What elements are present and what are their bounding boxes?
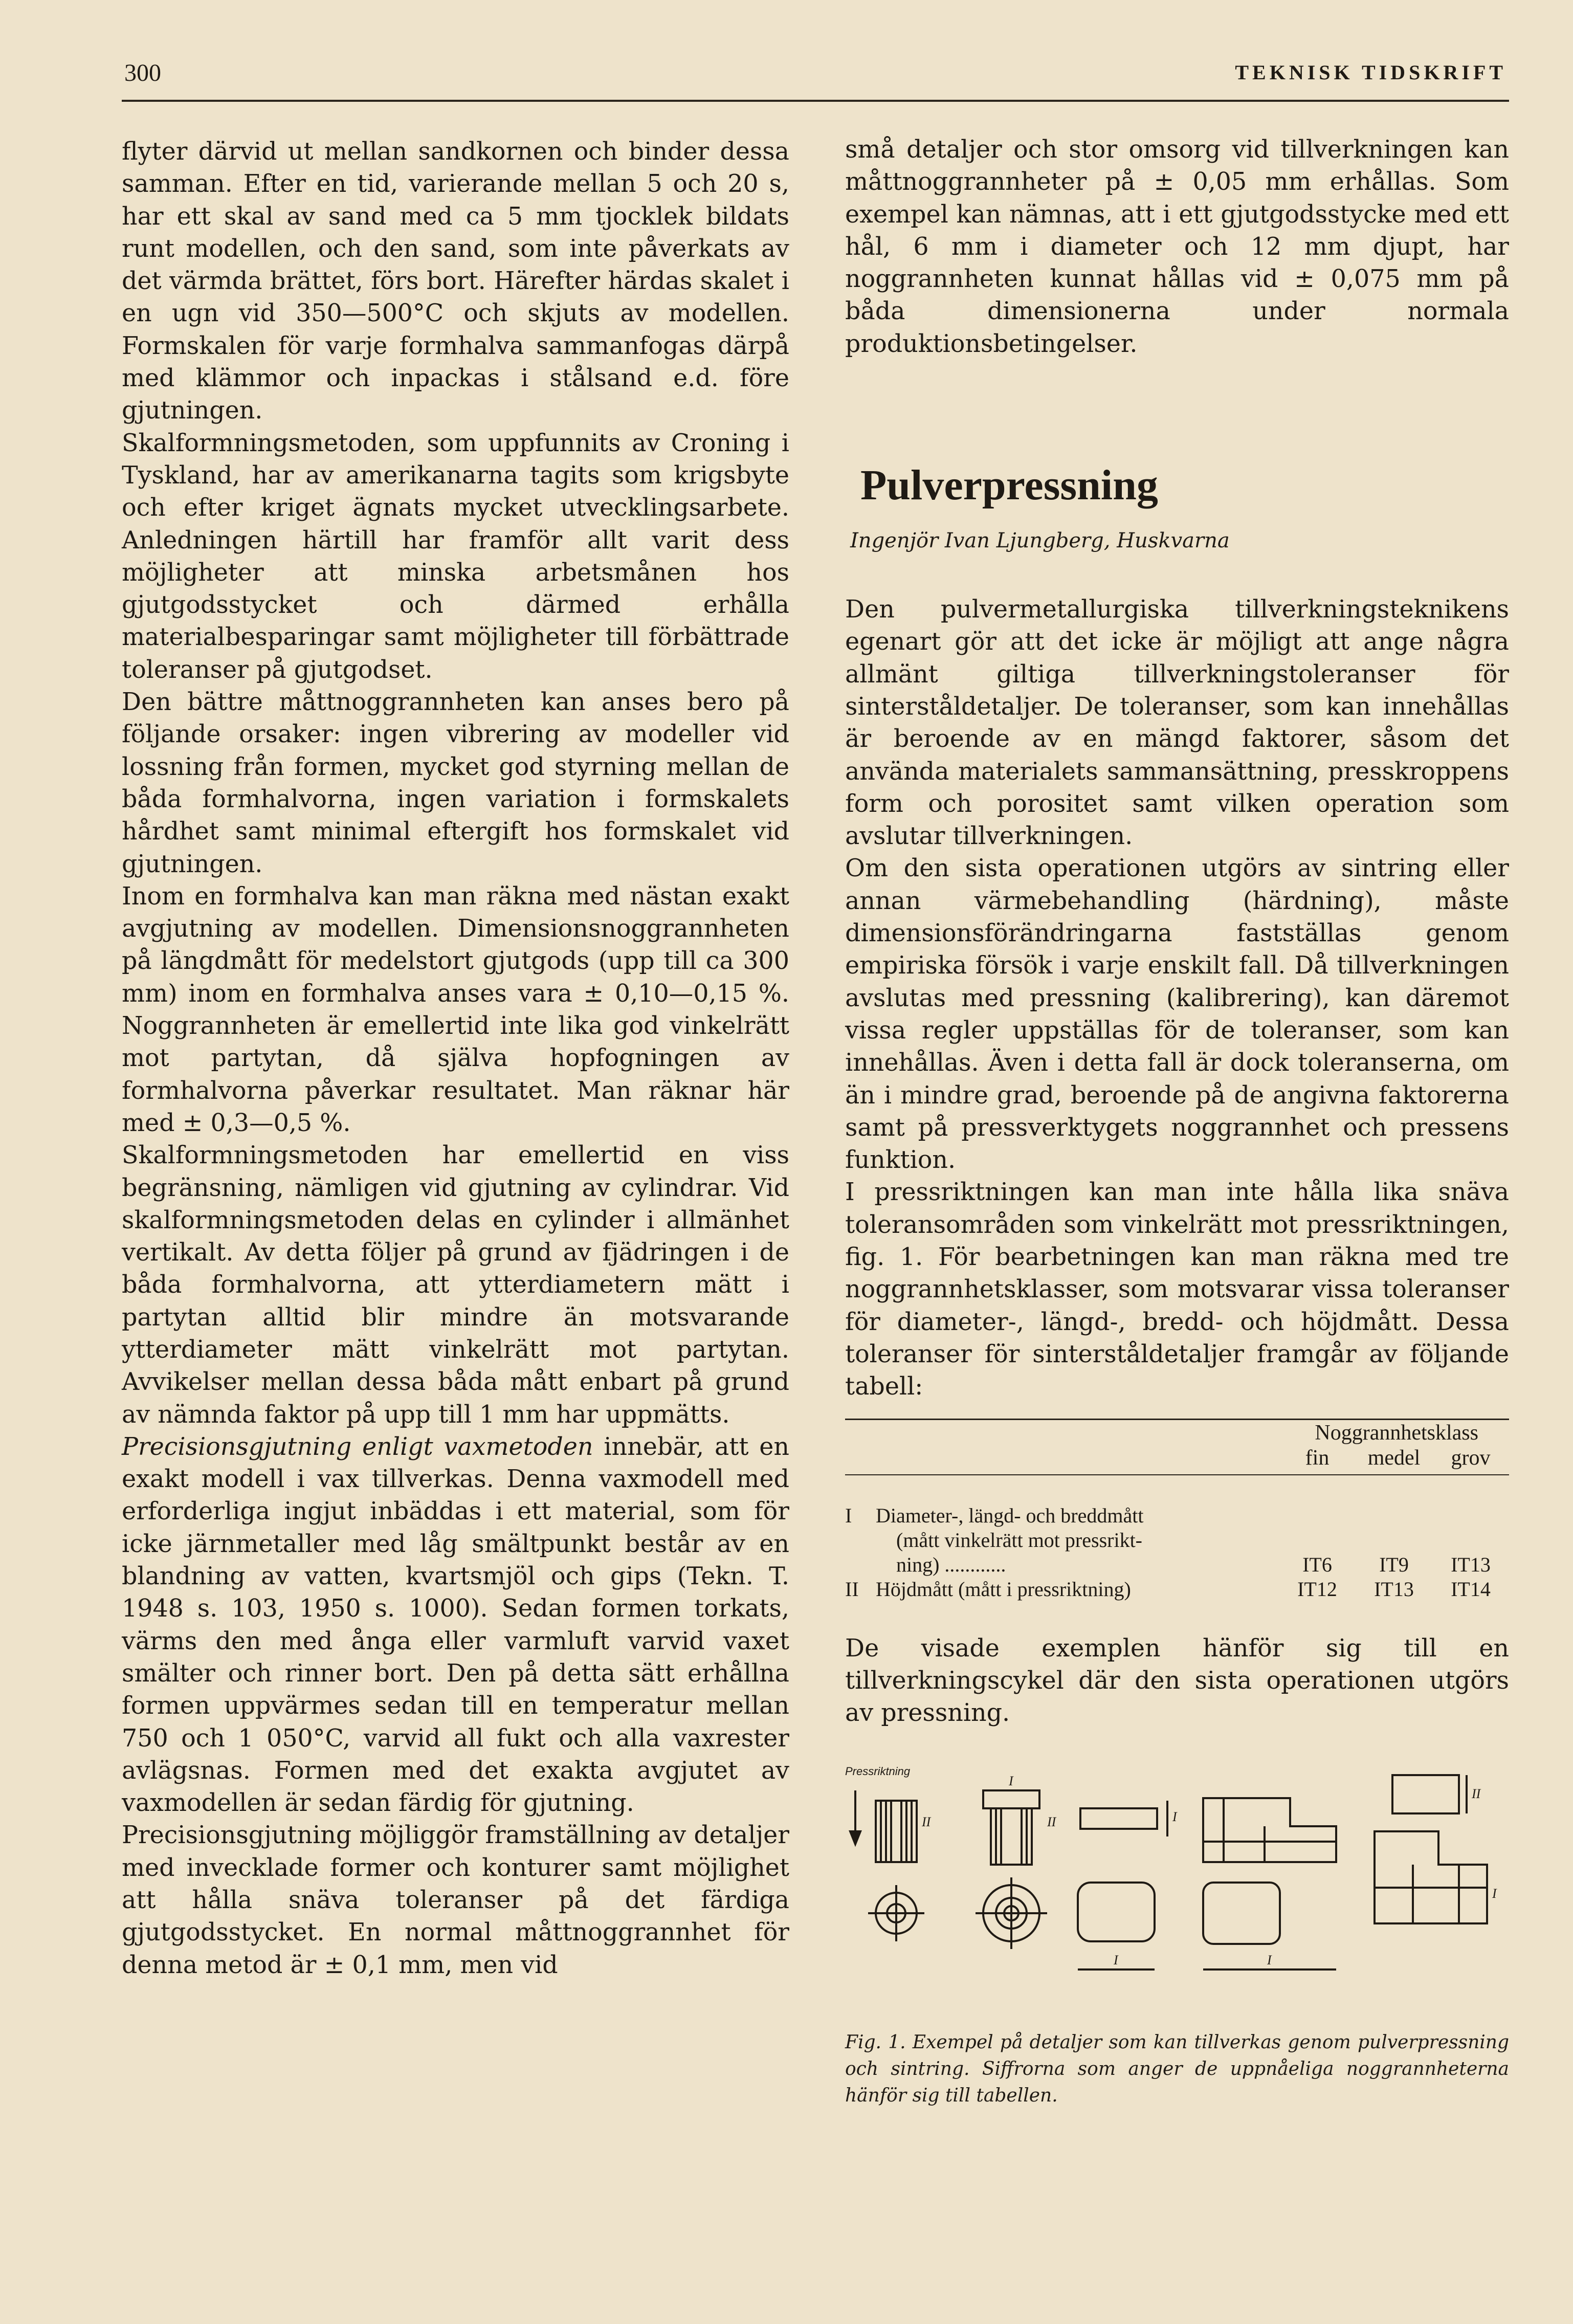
right-intro: små detaljer och stor omsorg vid tillverkningen kan måttnoggrannheter på ± 0,05 mm erhållas. Som exempel kan nämnas, att i ett gjutgodsstycke med ett hål, 6 mm i diameter och 12 mm djupt, har noggrannheten kunnat hållas vid ± 0,075 mm på båda dimensionerna under normala produktionsbetingelser. (845, 136, 1509, 358)
row-label: Diameter-, längd- och breddmått (876, 1503, 1144, 1527)
table-col-header: grov (1451, 1446, 1491, 1470)
right-paragraph: I pressriktningen kan man inte hålla lika snäva toleransområden som vinkelrätt mot pressriktningen, fig. 1. För bearbetningen kan man räkna med tre noggrannhetsklasser, som motsvarar vissa toleranser för diameter-, längd-, bredd- och höjdmått. Dessa toleranser för sinterståldetaljer framgår av följande tabell: (845, 1178, 1509, 1401)
left-paragraph: Precisionsgjutning möjliggör framställning av detaljer med invecklade former och konturer samt möjlighet att hålla snäva toleranser på det färdiga gjutgodsstycket. En normal måttnoggrannhet för denna metod är ± 0,1 mm, men vid (122, 1821, 789, 1979)
table-cell: IT13 (1374, 1577, 1414, 1601)
row-label: ning) ............ (896, 1553, 1006, 1576)
press-arrow-head (850, 1831, 860, 1844)
table-cell: IT14 (1451, 1577, 1491, 1601)
tolerance-label: I (1267, 1953, 1272, 1968)
profile-part-top (1392, 1775, 1459, 1813)
table-cell: IT6 (1302, 1553, 1332, 1576)
left-column (122, 136, 789, 1981)
table-cell: IT13 (1451, 1553, 1491, 1576)
tolerance-label: II (1472, 1786, 1481, 1802)
table-cell: IT9 (1379, 1553, 1409, 1576)
header-rule (122, 100, 1509, 102)
profile-part-front (1375, 1831, 1487, 1923)
left-paragraph: flyter därvid ut mellan sandkornen och binder dessa samman. Efter en tid, varierande mellan 5 och 20 s, har ett skal av sand med ca 5 mm tjocklek bildats runt modellen, och den sand, som inte påverkats av det värmda brättet, förs bort. Härefter härdas skalet i en ugn vid 350—500°C och skjuts av modellen. Formskalen för varje formhalva sammanfogas därpå med klämmor och inpackas i stålsand e.d. före gjutningen. (122, 138, 789, 425)
left-paragraph: Inom en formhalva kan man räkna med nästan exakt avgjutning av modellen. Dimensionsnoggrannheten på längdmått för medelstort gjutgods (upp till ca 300 mm) inom en formhalva anses vara ± 0,10—0,15 %. Noggrannheten är emellertid inte lika god vinkelrätt mot partytan, då själva hopfogningen av formhalvorna påverkar resultatet. Man räknar här med ± 0,3—0,5 %. (122, 882, 789, 1137)
figure-caption: Fig. 1. Exempel på detaljer som kan tillverkas genom pulverpressning och sintring. Siffrorna som anger de uppnåeliga noggrannheterna hänför sig till tabellen. (845, 2031, 1509, 2106)
tolerance-table (845, 1420, 1509, 1602)
precision-rest: innebär, att en exakt modell i vax tillverkas. Denna vaxmodell med erforderliga ingjut inbäddas i ett material, som för icke järnmetaller med låg smältpunkt består av en blandning av vatten, kvartsmjöl och gips (Tekn. T. 1948 s. 103, 1950 s. 1000). Sedan formen torkats, värms den med ånga eller varmluft varvid vaxet smälter och rinner bort. Den på detta sätt erhållna formen uppvärmes sedan till en temperatur mellan 750 och 1 050°C, varvid all fukt och alla vaxrester avlägsnas. Formen med det exakta avgjutet av vaxmodellen är sedan färdig för gjutning. (122, 1432, 790, 1818)
precision-paragraph (122, 1431, 789, 1820)
article-title: Pulverpressning (860, 461, 1158, 510)
tolerance-label: I (1492, 1886, 1497, 1901)
row-label: Höjdmått (mått i pressriktning) (876, 1577, 1131, 1601)
tolerance-label: I (1009, 1774, 1013, 1789)
tolerance-label: I (1114, 1953, 1118, 1968)
table-group-header: Noggrannhetsklass (1315, 1421, 1478, 1445)
page-number: 300 (124, 59, 161, 86)
precision-lead: Precisionsgjutning enligt vaxmetoden (122, 1432, 593, 1461)
right-paragraph: De visade exemplen hänför sig till en tillverkningscykel där den sista operationen utgörs av pressning. (845, 1634, 1509, 1728)
right-paragraph: Om den sista operationen utgörs av sintring eller annan värmebehandling (härdning), måste dimensionsförändringarna fastställas genom empiriska försök i varje enskilt fall. Då tillverkningen avslutas med pressning (kalibrering), kan däremot vissa regler uppställas för de toleranser, som kan innehållas. Även i detta fall är dock toleranserna, om än i mindre grad, beroende på de angivna faktorerna samt på pressverktygets noggrannhet och pressens funktion. (845, 854, 1509, 1175)
table-cell: IT12 (1297, 1577, 1337, 1601)
journal-title: TEKNISK TIDSKRIFT (1235, 61, 1506, 84)
table-row: II Höjdmått (mått i pressriktning) IT12 IT13 IT14 (845, 1577, 1509, 1602)
flat-bar-side (1080, 1808, 1157, 1829)
press-direction-label: Pressriktning (845, 1765, 911, 1778)
tolerance-label: I (1172, 1809, 1177, 1825)
right-paragraph: Den pulvermetallurgiska tillverkningsteknikens egenart gör att det icke är möjligt att ange några allmänt giltiga tillverkningstoleranser för sinterståldetaljer. De toleranser, som kan innehållas är beroende av en mängd faktorer, såsom det använda materialets sammansättning, presskroppens form och porositet samt vilken operation som avslutar tillverkningen. (845, 595, 1509, 851)
table-col-header: medel (1367, 1446, 1421, 1470)
table-row: I Diameter-, längd- och breddmått (mått vinkelrätt mot pressrikt- ning) ............ IT6 IT9 IT13 (845, 1503, 1509, 1577)
left-paragraph: Den bättre måttnoggrannheten kan anses bero på följande orsaker: ingen vibrering av modeller vid lossning från formen, mycket god styrning mellan de båda formhalvorna, ingen variation i formskalets hårdhet samt minimal eftergift hos formskalet vid gjutningen. (122, 688, 789, 878)
flat-bar-top (1078, 1883, 1155, 1941)
table-col-header: fin (1305, 1446, 1330, 1470)
left-paragraph: Skalformningsmetoden, som uppfunnits av Croning i Tyskland, har av amerikanarna tagits som krigsbyte och efter kriget ägnats mycket utvecklingsarbete. Anledningen härtill har framför allt varit dess möjligheter att minska arbetsmånen hos gjutgodsstycket och därmed erhålla materialbesparingar samt möjligheter till förbättrade toleranser på gjutgodset. (122, 429, 789, 684)
flanged-bushing-section (983, 1790, 1039, 1808)
right-column (845, 134, 1509, 2109)
row-label: (mått vinkelrätt mot pressrikt- (896, 1528, 1142, 1552)
left-paragraph: Skalformningsmetoden har emellertid en viss begränsning, nämligen vid gjutning av cylindrar. Vid skalformningsmetoden delas en cylinder i allmänhet vertikalt. Av detta följer på grund av fjädringen i de båda formhalvorna, att ytterdiametern mätt i partytan alltid blir mindre än motsvarande ytterdiameter mätt vinkelrätt mot partytan. Avvikelser mellan dessa båda mått enbart på grund av nämnda faktor på upp till 1 mm har uppmätts. (122, 1141, 789, 1429)
article-byline: Ingenjör Ivan Ljungberg, Huskvarna (850, 529, 1230, 553)
tolerance-label: II (922, 1814, 931, 1830)
figure-1-drawing (845, 1760, 1509, 2000)
tolerance-label: II (1047, 1814, 1056, 1830)
stepped-block-top (1203, 1883, 1280, 1944)
